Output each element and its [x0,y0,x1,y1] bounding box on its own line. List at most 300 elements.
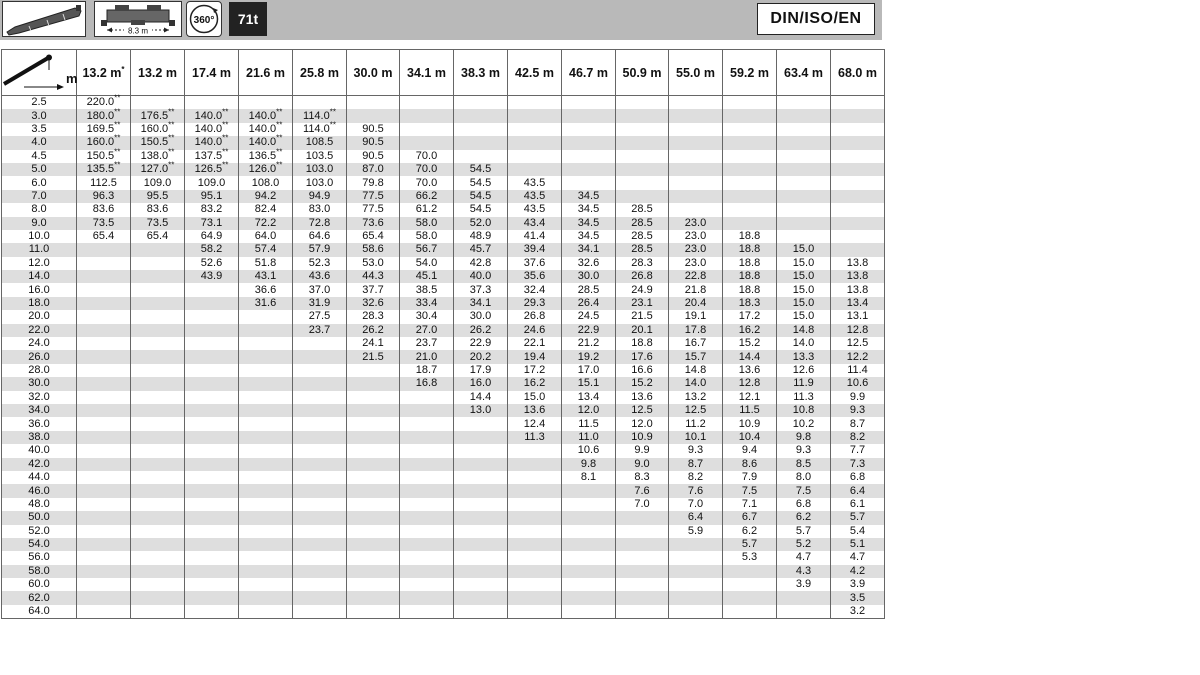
boom-length-header: 34.1 m [400,50,454,96]
load-cell [185,578,239,591]
table-row [2,471,885,484]
radius-cell: 38.0 [2,431,77,444]
load-cell [454,538,508,551]
load-cell [347,538,400,551]
load-cell [131,257,185,270]
radius-cell: 9.0 [2,217,77,230]
load-cell: 16.0 [454,377,508,390]
load-cell: 23.7 [293,324,347,337]
load-cell: 13.0 [454,404,508,417]
load-cell: 15.0 [508,391,562,404]
load-cell: 13.6 [508,404,562,417]
load-cell [131,551,185,564]
load-cell [185,458,239,471]
load-cell [400,591,454,604]
load-cell [616,511,669,524]
load-cell: 17.8 [669,324,723,337]
table-row [2,605,885,619]
load-cell [400,96,454,110]
load-cell [185,310,239,323]
load-cell [454,578,508,591]
load-cell [131,96,185,110]
load-cell [185,297,239,310]
load-cell: 28.5 [616,203,669,216]
load-cell [400,605,454,619]
load-cell: 11.9 [777,377,831,390]
load-cell: 12.0 [616,417,669,430]
load-cell: 22.1 [508,337,562,350]
table-row [2,150,885,163]
load-cell [562,176,616,189]
load-cell: 26.4 [562,297,616,310]
load-cell: 10.8 [777,404,831,417]
telescopic-boom-icon [2,1,86,37]
load-cell [239,444,293,457]
load-cell: 24.1 [347,337,400,350]
load-cell: 57.4 [239,243,293,256]
table-row [2,444,885,457]
radius-cell: 34.0 [2,404,77,417]
load-cell: 19.2 [562,350,616,363]
load-cell: 28.5 [616,243,669,256]
load-cell [400,404,454,417]
load-cell: 31.9 [293,297,347,310]
load-cell: 43.5 [508,203,562,216]
load-cell: 9.0 [616,458,669,471]
load-cell [508,551,562,564]
load-cell [508,444,562,457]
load-cell: 23.0 [669,217,723,230]
table-row [2,417,885,430]
load-cell [185,605,239,619]
load-cell [185,498,239,511]
load-cell: 12.1 [723,391,777,404]
load-cell: 16.2 [508,377,562,390]
load-cell: 64.9 [185,230,239,243]
load-cell [669,551,723,564]
load-cell [616,96,669,110]
load-cell [669,96,723,110]
radius-cell: 32.0 [2,391,77,404]
load-cell: 160.0** [77,136,131,149]
load-cell [669,565,723,578]
boom-length-header-row [2,50,885,96]
load-cell: 140.0** [185,123,239,136]
load-cell [239,511,293,524]
load-cell [616,538,669,551]
load-cell [131,525,185,538]
load-cell: 42.8 [454,257,508,270]
load-cell [77,337,131,350]
load-cell [508,498,562,511]
load-cell [831,203,885,216]
load-cell [454,136,508,149]
load-cell: 72.8 [293,217,347,230]
load-cell [616,163,669,176]
load-cell [454,551,508,564]
load-cell [777,123,831,136]
load-cell [185,283,239,296]
load-cell: 43.9 [185,270,239,283]
load-cell: 23.7 [400,337,454,350]
table-row [2,123,885,136]
load-cell [185,324,239,337]
load-cell: 8.7 [831,417,885,430]
load-cell: 12.6 [777,364,831,377]
load-cell [131,471,185,484]
table-row [2,511,885,524]
table-row [2,230,885,243]
load-cell: 29.3 [508,297,562,310]
load-cell: 16.2 [723,324,777,337]
load-cell [77,243,131,256]
radius-cell: 58.0 [2,565,77,578]
load-cell [239,578,293,591]
load-cell: 34.5 [562,230,616,243]
boom-length-header: 46.7 m [562,50,616,96]
load-cell [77,444,131,457]
load-cell [347,511,400,524]
load-cell [562,578,616,591]
radius-cell: 24.0 [2,337,77,350]
load-cell [131,511,185,524]
load-cell: 56.7 [400,243,454,256]
radius-cell: 28.0 [2,364,77,377]
load-cell [185,96,239,110]
load-cell [400,525,454,538]
radius-cell: 3.5 [2,123,77,136]
load-cell: 45.1 [400,270,454,283]
load-cell [508,96,562,110]
load-cell: 6.7 [723,511,777,524]
load-cell [239,337,293,350]
load-cell [293,431,347,444]
load-cell: 65.4 [131,230,185,243]
load-cell [293,471,347,484]
load-cell [454,525,508,538]
load-cell [77,310,131,323]
load-cell: 17.0 [562,364,616,377]
load-cell [831,190,885,203]
load-cell: 17.6 [616,350,669,363]
load-cell [562,484,616,497]
load-cell: 83.0 [293,203,347,216]
load-cell [562,538,616,551]
table-row [2,404,885,417]
load-cell [239,417,293,430]
load-cell: 126.0** [239,163,293,176]
boom-radius-icon [2,50,76,92]
load-cell [562,498,616,511]
table-row [2,538,885,551]
load-cell [347,578,400,591]
load-cell [293,578,347,591]
load-cell: 13.8 [831,257,885,270]
load-cell: 10.6 [831,377,885,390]
load-cell [508,525,562,538]
load-cell: 7.5 [723,484,777,497]
load-cell [777,96,831,110]
load-cell [347,471,400,484]
load-cell [347,417,400,430]
radius-cell: 62.0 [2,591,77,604]
load-cell [831,150,885,163]
load-cell: 10.9 [616,431,669,444]
load-cell: 21.8 [669,283,723,296]
load-cell: 64.6 [293,230,347,243]
load-cell: 52.3 [293,257,347,270]
load-cell: 15.2 [723,337,777,350]
load-cell [831,230,885,243]
boom-length-header: 42.5 m [508,50,562,96]
load-cell [723,578,777,591]
load-cell: 26.8 [508,310,562,323]
load-cell: 18.8 [723,257,777,270]
load-cell: 3.5 [831,591,885,604]
load-cell: 12.4 [508,417,562,430]
load-cell [77,565,131,578]
load-cell [239,565,293,578]
load-cell: 90.5 [347,136,400,149]
load-cell: 13.1 [831,310,885,323]
load-cell [185,417,239,430]
load-cell [508,150,562,163]
load-cell: 70.0 [400,150,454,163]
load-cell [347,109,400,122]
load-cell [131,297,185,310]
load-cell: 65.4 [347,230,400,243]
load-cell: 43.6 [293,270,347,283]
table-row [2,270,885,283]
radius-cell: 20.0 [2,310,77,323]
load-cell: 15.0 [777,243,831,256]
load-cell [77,404,131,417]
radius-cell: 16.0 [2,283,77,296]
load-cell: 54.5 [454,203,508,216]
load-cell [831,96,885,110]
load-cell [400,511,454,524]
load-cell: 15.0 [777,270,831,283]
load-cell: 7.0 [669,498,723,511]
load-cell: 8.2 [669,471,723,484]
load-cell [454,431,508,444]
load-cell: 38.5 [400,283,454,296]
load-cell: 109.0 [185,176,239,189]
load-cell [131,283,185,296]
load-cell: 87.0 [347,163,400,176]
radius-cell: 64.0 [2,605,77,619]
load-cell [669,136,723,149]
load-cell [616,150,669,163]
load-cell [347,484,400,497]
load-cell [131,444,185,457]
load-cell: 8.5 [777,458,831,471]
load-cell: 43.1 [239,270,293,283]
load-cell: 30.0 [454,310,508,323]
radius-cell: 6.0 [2,176,77,189]
load-cell: 6.2 [723,525,777,538]
load-cell: 11.3 [777,391,831,404]
load-cell [723,190,777,203]
load-cell: 12.0 [562,404,616,417]
boom-length-header: 17.4 m [185,50,239,96]
table-row [2,190,885,203]
load-cell [723,217,777,230]
load-cell: 7.0 [616,498,669,511]
load-cell: 54.5 [454,190,508,203]
load-cell: 12.8 [831,324,885,337]
load-cell: 77.5 [347,203,400,216]
load-cell: 6.1 [831,498,885,511]
load-cell: 54.5 [454,163,508,176]
load-cell [562,163,616,176]
load-cell: 15.0 [777,297,831,310]
load-cell: 70.0 [400,163,454,176]
load-cell [400,444,454,457]
radius-cell: 18.0 [2,297,77,310]
radius-cell: 11.0 [2,243,77,256]
load-cell: 34.5 [562,217,616,230]
table-row [2,591,885,604]
load-cell [777,109,831,122]
load-cell: 140.0** [185,109,239,122]
table-row [2,525,885,538]
load-cell: 8.3 [616,471,669,484]
load-cell [239,591,293,604]
load-cell: 24.6 [508,324,562,337]
load-cell [454,484,508,497]
load-cell [454,471,508,484]
radius-cell: 10.0 [2,230,77,243]
load-cell: 70.0 [400,176,454,189]
table-row [2,458,885,471]
load-cell: 7.6 [616,484,669,497]
load-cell: 10.6 [562,444,616,457]
load-cell: 58.0 [400,217,454,230]
load-cell [400,538,454,551]
load-cell: 52.6 [185,257,239,270]
load-cell: 83.6 [77,203,131,216]
table-row [2,203,885,216]
load-cell: 15.0 [777,283,831,296]
load-cell [131,458,185,471]
load-cell: 34.5 [562,203,616,216]
load-cell [347,551,400,564]
load-cell [777,605,831,619]
load-cell: 17.2 [508,364,562,377]
load-cell [400,109,454,122]
load-cell [347,525,400,538]
load-cell [616,591,669,604]
load-cell: 114.0** [293,109,347,122]
load-cell: 72.2 [239,217,293,230]
load-cell: 28.3 [347,310,400,323]
load-cell [239,484,293,497]
load-cell: 58.6 [347,243,400,256]
load-cell [616,565,669,578]
radius-cell: 14.0 [2,270,77,283]
load-cell [77,417,131,430]
load-cell: 18.7 [400,364,454,377]
load-cell: 27.0 [400,324,454,337]
load-cell: 95.1 [185,190,239,203]
load-cell: 114.0** [293,123,347,136]
load-cell [293,444,347,457]
load-cell: 73.6 [347,217,400,230]
load-cell [239,377,293,390]
load-cell [347,96,400,110]
load-cell [185,538,239,551]
load-cell [616,578,669,591]
load-cell [777,591,831,604]
load-cell [400,551,454,564]
load-cell [131,484,185,497]
load-cell [185,404,239,417]
load-cell: 13.2 [669,391,723,404]
load-cell [185,391,239,404]
load-cell: 26.2 [454,324,508,337]
load-cell [777,217,831,230]
load-cell [508,471,562,484]
boom-length-header: 13.2 m* [77,50,131,96]
load-cell: 8.2 [831,431,885,444]
load-cell: 20.1 [616,324,669,337]
load-cell [562,150,616,163]
load-cell [669,591,723,604]
load-cell [77,458,131,471]
load-cell [185,337,239,350]
load-cell: 57.9 [293,243,347,256]
boom-length-header: 68.0 m [831,50,885,96]
load-cell [454,150,508,163]
load-cell [616,136,669,149]
boom-length-header: 25.8 m [293,50,347,96]
load-cell: 7.6 [669,484,723,497]
load-cell: 3.2 [831,605,885,619]
load-cell: 23.0 [669,243,723,256]
load-cell [293,525,347,538]
load-cell [77,525,131,538]
standard-label: DIN/ISO/EN [757,3,875,35]
load-cell [723,591,777,604]
load-cell [347,377,400,390]
load-cell [77,270,131,283]
load-cell [831,163,885,176]
load-cell [508,163,562,176]
load-cell [831,176,885,189]
load-cell: 6.8 [777,498,831,511]
table-row [2,96,885,110]
load-cell [831,109,885,122]
load-cell [77,471,131,484]
load-cell [131,270,185,283]
load-cell: 9.3 [831,404,885,417]
load-cell [77,551,131,564]
load-cell: 90.5 [347,150,400,163]
load-cell [777,230,831,243]
load-cell [131,431,185,444]
load-cell [347,458,400,471]
load-cell [293,498,347,511]
load-cell: 140.0** [239,123,293,136]
load-cell [77,591,131,604]
boom-length-header: 55.0 m [669,50,723,96]
load-cell: 73.5 [77,217,131,230]
load-cell: 28.5 [616,217,669,230]
load-cell: 22.8 [669,270,723,283]
load-cell [185,565,239,578]
load-cell: 94.9 [293,190,347,203]
